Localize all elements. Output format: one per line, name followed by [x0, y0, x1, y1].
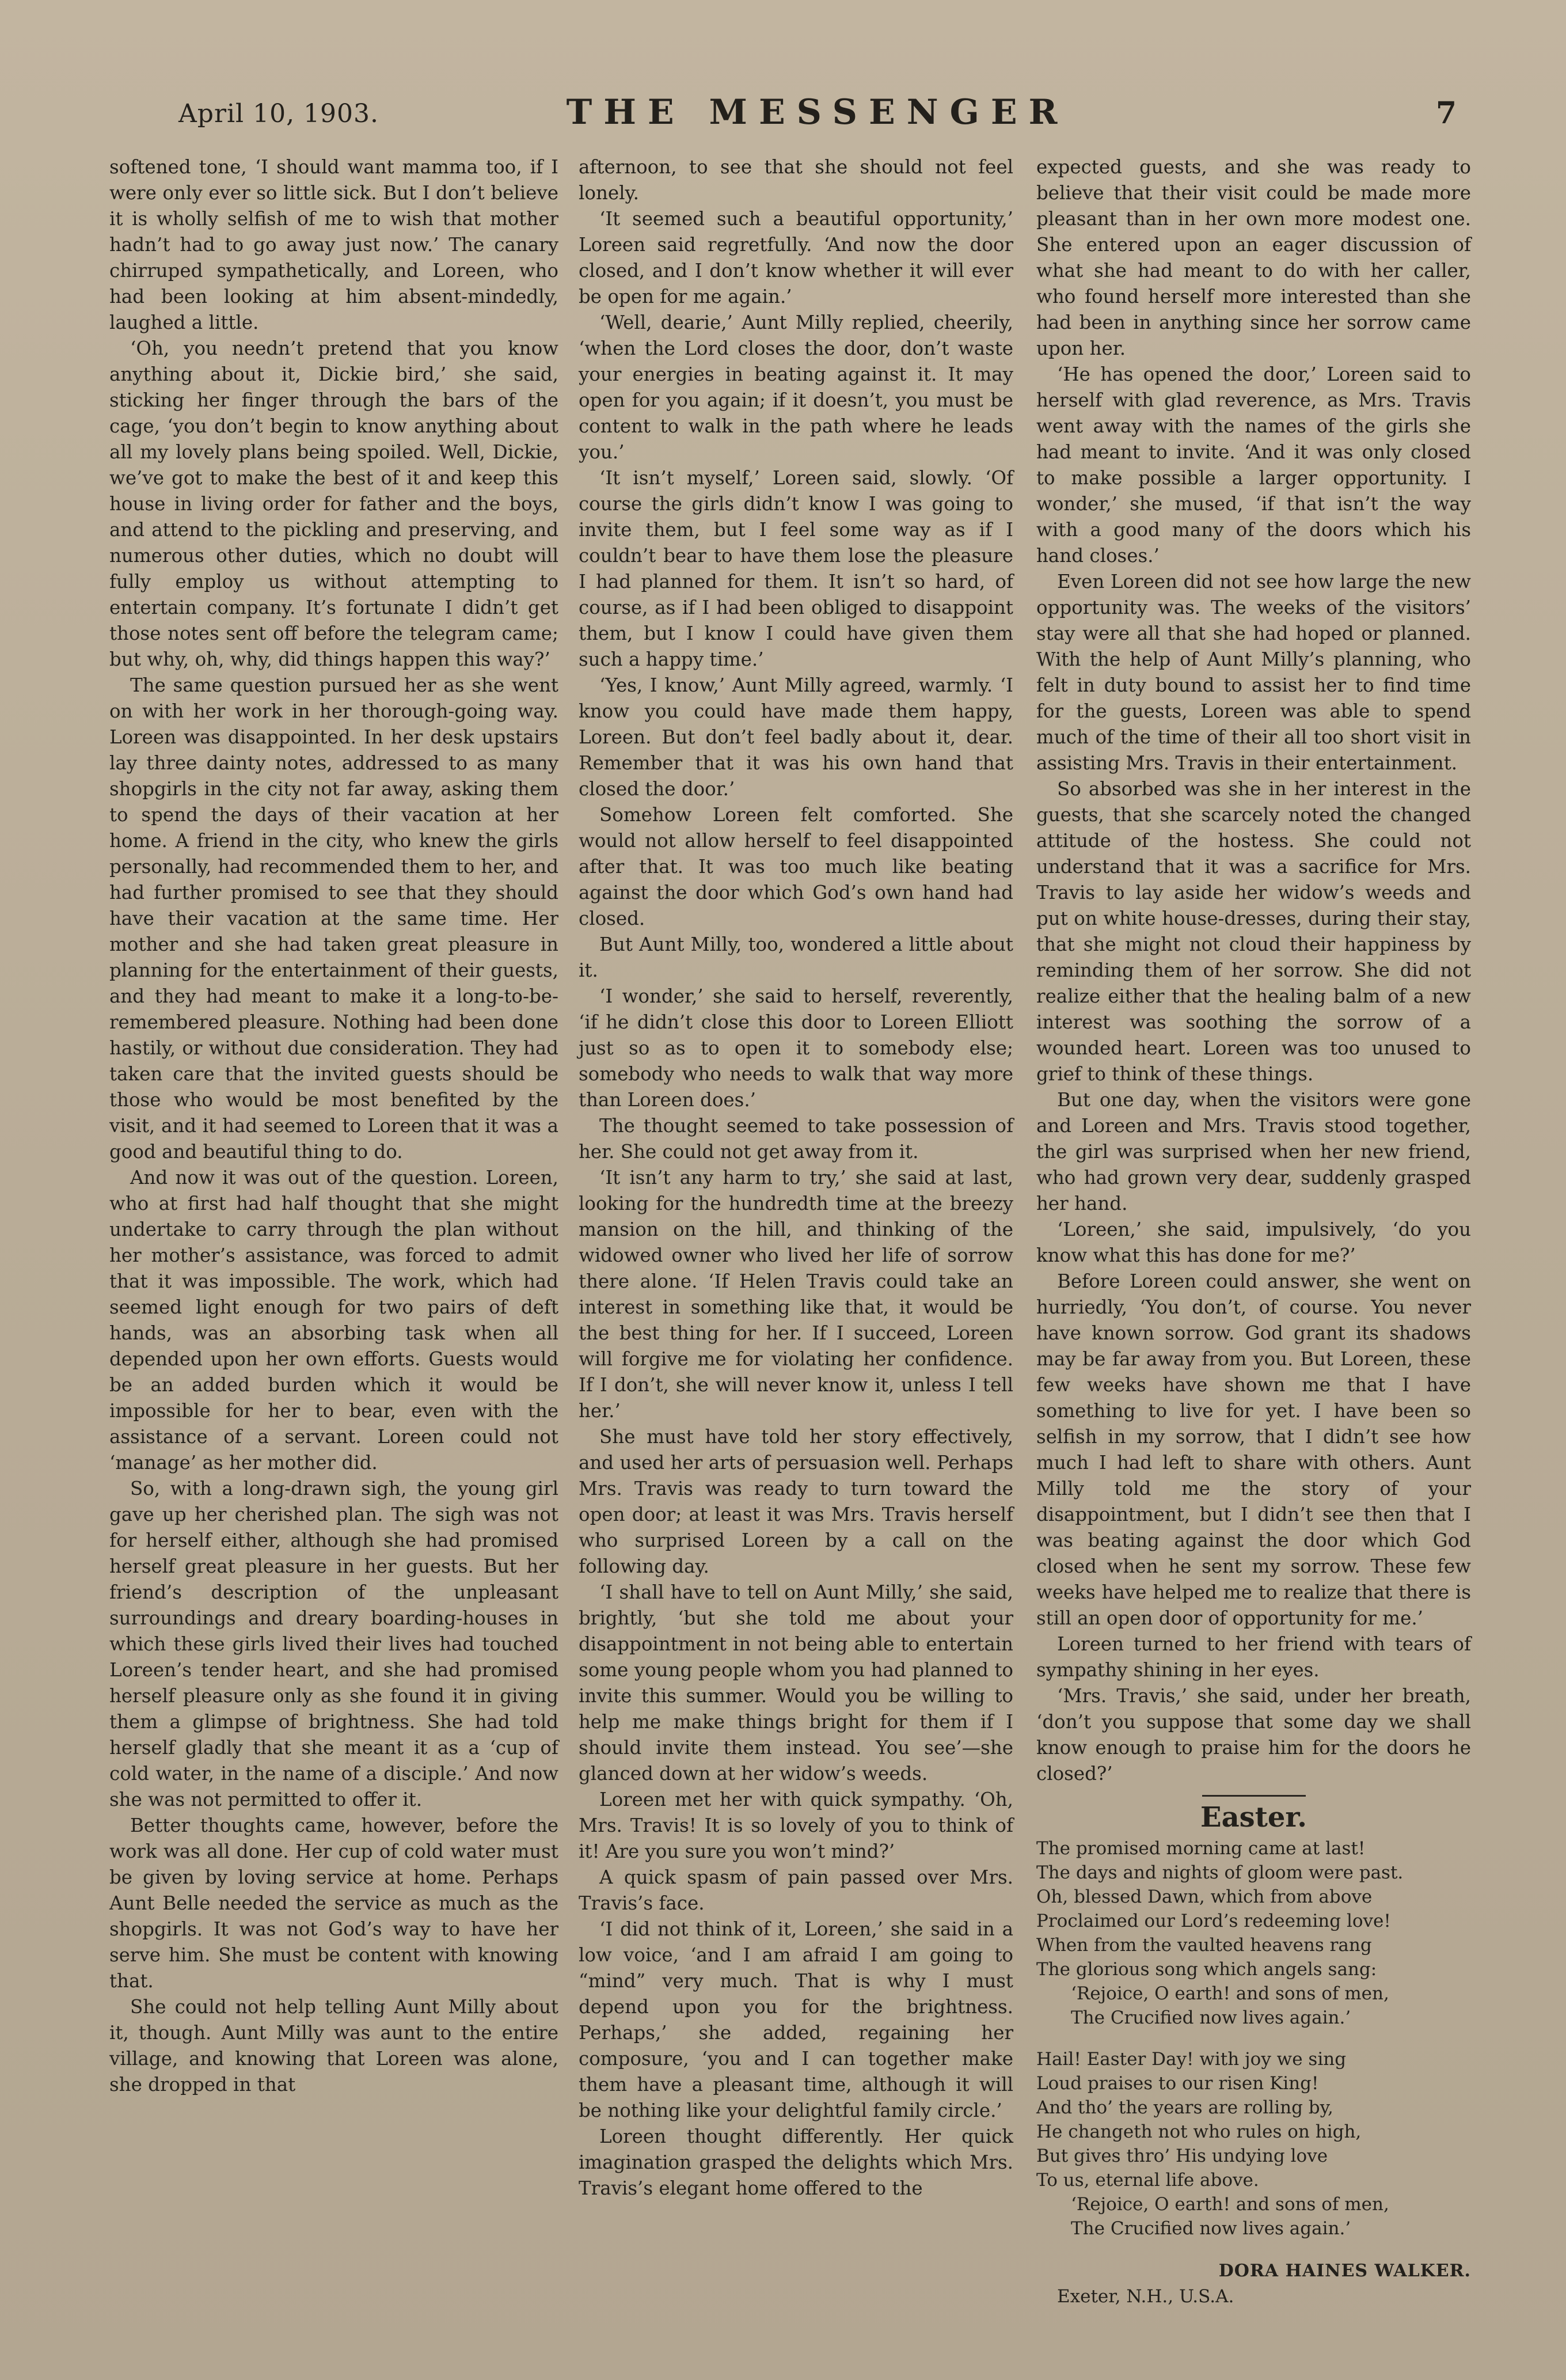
poem-line: The promised morning came at last!: [1036, 1838, 1366, 1859]
poem-line: The days and nights of gloom were past.: [1036, 1862, 1404, 1883]
paragraph: The thought seemed to take possession of her. She could not get away from it.: [579, 1115, 1013, 1163]
paragraph: ‘It isn’t any harm to try,’ she said at last, looking for the hundredth time at the breezy mansion on the hill, and thinking of the widowed owner who lived her life of sorrow there alone. ‘If Helen Travis could take an interest in something like that, it would be the best thing for her. If I succeed, Loreen will forgive me for violating her confidence. If I don’t, she will never know it, unless I tell her.’: [579, 1167, 1013, 1422]
poem-line: Oh, blessed Dawn, which from above: [1036, 1886, 1373, 1907]
page-number: 7: [1435, 96, 1457, 131]
section-divider: [1202, 1795, 1306, 1797]
paragraph: Loreen met her with quick sympathy. ‘Oh, Mrs. Travis! It is so lovely of you to think of it! Are you sure you won’t mind?’: [579, 1789, 1013, 1862]
issue-date: April 10, 1903.: [178, 99, 379, 128]
poem-line: When from the vaulted heavens rang: [1036, 1935, 1372, 1956]
paragraph: afternoon, to see that she should not feel lonely.: [579, 156, 1013, 204]
poem-refrain-line: ‘Rejoice, O earth! and sons of men,: [1071, 1983, 1389, 2004]
poem-author: DORA HAINES WALKER.: [1218, 2261, 1471, 2281]
paragraph: softened tone, ‘I should want mamma too, if I were only ever so little sick. But I don’t believe it is wholly selfish of me to wish that mother hadn’t had to go away just now.’ The canary chirruped sympathetically, and Loreen, who had been looking at him absent-mindedly, laughed a little.: [109, 156, 558, 333]
paragraph: ‘He has opened the door,’ Loreen said to herself with glad reverence, as Mrs. Travis went away with the names of the girls she had meant to invite. ‘And it was only closed to make possible a larger opportunity. I wonder,’ she mused, ‘if that isn’t the way with a good many of the doors which his hand closes.’: [1036, 363, 1471, 567]
paragraph: But Aunt Milly, too, wondered a little about it.: [579, 933, 1013, 981]
poem-stanza: [1036, 2047, 1471, 2241]
paragraph: ‘Well, dearie,’ Aunt Milly replied, cheerily, ‘when the Lord closes the door, don’t waste your energies in beating against it. It may open for you again; if it doesn’t, you must be content to walk in the path where he leads you.’: [579, 312, 1013, 463]
paragraph: ‘Oh, you needn’t pretend that you know anything about it, Dickie bird,’ she said, sticking her finger through the bars of the cage, ‘you don’t begin to know anything about all my lovely plans being spoiled. Well, Dickie, we’ve got to make the best of it and keep this house in living order for father and the boys, and attend to the pickling and preserving, and numerous other duties, which no doubt will fully employ us without attempting to entertain company. It’s fortunate I didn’t get those notes sent off before the telegram came; but why, oh, why, did things happen this way?’: [109, 337, 558, 670]
poem-line: But gives thro’ His undying love: [1036, 2146, 1328, 2166]
poem-refrain-line: The Crucified now lives again.’: [1071, 2218, 1351, 2239]
masthead: THE MESSENGER: [566, 92, 1069, 132]
paragraph: She must have told her story effectively, and used her arts of persuasion well. Perhaps Mrs. Travis was ready to turn toward the open door; at least it was Mrs. Travis herself who surprised Loreen by a call on the following day.: [579, 1426, 1013, 1577]
paragraph: ‘Yes, I know,’ Aunt Milly agreed, warmly. ‘I know you could have made them happy, Loreen. But don’t feel badly about it, dear. Remember that it was his own hand that closed the door.’: [579, 674, 1013, 800]
poem-line: Proclaimed our Lord’s redeeming love!: [1036, 1911, 1391, 1931]
paragraph: Somehow Loreen felt comforted. She would not allow herself to feel disappointed after that. It was too much like beating against the door which God’s own hand had closed.: [579, 804, 1013, 929]
paragraph: But one day, when the visitors were gone and Loreen and Mrs. Travis stood together, the girl was surprised when her new friend, who had grown very dear, suddenly grasped her hand.: [1036, 1089, 1471, 1214]
column-1: [109, 154, 558, 2098]
paragraph: ‘It isn’t myself,’ Loreen said, slowly. ‘Of course the girls didn’t know I was going to invite them, but I feel some way as if I couldn’t bear to have them lose the pleasure I had planned for them. It isn’t so hard, of course, as if I had been obliged to disappoint them, but I know I could have given them such a happy time.’: [579, 467, 1013, 670]
paragraph: ‘I wonder,’ she said to herself, reverently, ‘if he didn’t close this door to Loreen Elliott just so as to open it to somebody else; somebody who needs to walk that way more than Loreen does.’: [579, 985, 1013, 1111]
poem-refrain-line: ‘Rejoice, O earth! and sons of men,: [1071, 2194, 1389, 2215]
paragraph: She could not help telling Aunt Milly about it, though. Aunt Milly was aunt to the entire village, and knowing that Loreen was alone, she dropped in that: [109, 1996, 558, 2096]
paragraph: And now it was out of the question. Loreen, who at first had half thought that she might undertake to carry through the plan without her mother’s assistance, was forced to admit that it was impossible. The work, which had seemed light enough for two pairs of deft hands, was an absorbing task when all depended upon her own efforts. Guests would be an added burden which it would be impossible for her to bear, even with the assistance of a servant. Loreen could not ‘manage’ as her mother did.: [109, 1167, 558, 1474]
paragraph: Loreen thought differently. Her quick imagination grasped the delights which Mrs. Travis’s elegant home offered to the: [579, 2125, 1013, 2199]
paragraph: A quick spasm of pain passed over Mrs. Travis’s face.: [579, 1866, 1013, 1914]
paragraph: The same question pursued her as she went on with her work in her thorough-going way. Loreen was disappointed. In her desk upstairs lay three dainty notes, addressed to as many shopgirls in the city not far away, asking them to spend the days of their vacation at her home. A friend in the city, who knew the girls personally, had recommended them to her, and had further promised to see that they should have their vacation at the same time. Her mother and she had taken great pleasure in planning for the entertainment of their guests, and they had meant to make it a long-to-be-remembered pleasure. Nothing had been done hastily, or without due consideration. They had taken care that the invited guests should be those who would be most benefited by the visit, and it had seemed to Loreen that it was a good and beautiful thing to do.: [109, 674, 558, 1163]
paragraph: Before Loreen could answer, she went on hurriedly, ‘You don’t, of course. You never have known sorrow. God grant its shadows may be far away from you. But Loreen, these few weeks have shown me that I have something to live for yet. I have been so selfish in my sorrow, that I didn’t see how much I had left to share with others. Aunt Milly told me the story of your disappointment, but I didn’t see then that I was beating against the door which God closed when he sent my sorrow. These few weeks have helped me to realize that there is still an open door of opportunity for me.’: [1036, 1270, 1471, 1629]
poem-line: And tho’ the years are rolling by,: [1036, 2097, 1333, 2118]
poem-line: The glorious song which angels sang:: [1036, 1959, 1377, 1980]
poem-title: Easter.: [1200, 1801, 1307, 1834]
paragraph: So absorbed was she in her interest in the guests, that she scarcely noted the changed attitude of the hostess. She could not understand that it was a sacrifice for Mrs. Travis to lay aside her widow’s weeds and put on white house-dresses, during their stay, that she might not cloud their happiness by reminding them of her sorrow. She did not realize either that the healing balm of a new interest was soothing the sorrow of a wounded heart. Loreen was too unused to grief to think of these things.: [1036, 778, 1471, 1085]
paragraph: ‘Loreen,’ she said, impulsively, ‘do you know what this has done for me?’: [1036, 1219, 1471, 1266]
paragraph: ‘Mrs. Travis,’ she said, under her breath, ‘don’t you suppose that some day we shall know enough to praise him for the doors he closed?’: [1036, 1685, 1471, 1785]
paragraph: ‘It seemed such a beautiful opportunity,’ Loreen said regretfully. ‘And now the door closed, and I don’t know whether it will ever be open for me again.’: [579, 208, 1013, 308]
poem-place: Exeter, N.H., U.S.A.: [1057, 2286, 1234, 2307]
paragraph: Loreen turned to her friend with tears of sympathy shining in her eyes.: [1036, 1633, 1471, 1681]
poem: [1036, 1801, 1471, 2310]
paragraph: ‘I shall have to tell on Aunt Milly,’ she said, brightly, ‘but she told me about your disappointment in not being able to entertain some young people whom you had planned to invite this summer. Would you be willing to help me make things bright for them if I should invite them instead. You see’—she glanced down at her widow’s weeds.: [579, 1581, 1013, 1785]
poem-refrain-line: The Crucified now lives again.’: [1071, 2007, 1351, 2028]
poem-line: To us, eternal life above.: [1036, 2170, 1259, 2191]
poem-line: Loud praises to our risen King!: [1036, 2073, 1319, 2094]
page-header: [178, 92, 1457, 150]
paragraph: expected guests, and she was ready to believe that their visit could be made more pleasant than in her own more modest one. She entered upon an eager discussion of what she had meant to do with her caller, who found herself more interested than she had been in anything since her sorrow came upon her.: [1036, 156, 1471, 359]
paragraph: ‘I did not think of it, Loreen,’ she said in a low voice, ‘and I am afraid I am going to “mind” very much. That is why I must depend upon you for the brightness. Perhaps,’ she added, regaining her composure, ‘you and I can together make them have a pleasant time, although it will be nothing like your delightful family circle.’: [579, 1918, 1013, 2121]
paragraph: Better thoughts came, however, before the work was all done. Her cup of cold water must be given by loving service at home. Perhaps Aunt Belle needed the service as much as the shopgirls. It was not God’s way to have her serve him. She must be content with knowing that.: [109, 1815, 558, 1992]
poem-line: Hail! Easter Day! with joy we sing: [1036, 2049, 1347, 2070]
paragraph: So, with a long-drawn sigh, the young girl gave up her cherished plan. The sigh was not for herself either, although she had promised herself great pleasure in her guests. But her friend’s description of the unpleasant surroundings and dreary boarding-houses in which these girls lived their lives had touched Loreen’s tender heart, and she had promised herself pleasure only as she found it in giving them a glimpse of brightness. She had told herself gladly that she meant it as a ‘cup of cold water, in the name of a disciple.’ And now she was not permitted to offer it.: [109, 1478, 558, 1810]
poem-stanza: [1036, 1836, 1471, 2030]
column-3: [1036, 154, 1471, 2310]
paragraph: Even Loreen did not see how large the new opportunity was. The weeks of the visitors’ stay were all that she had hoped or planned. With the help of Aunt Milly’s planning, who felt in duty bound to assist her to find time for the guests, Loreen was able to spend much of the time of their all too short visit in assisting Mrs. Travis in their entertainment.: [1036, 571, 1471, 774]
poem-line: He changeth not who rules on high,: [1036, 2121, 1362, 2142]
column-2: [579, 154, 1013, 2201]
